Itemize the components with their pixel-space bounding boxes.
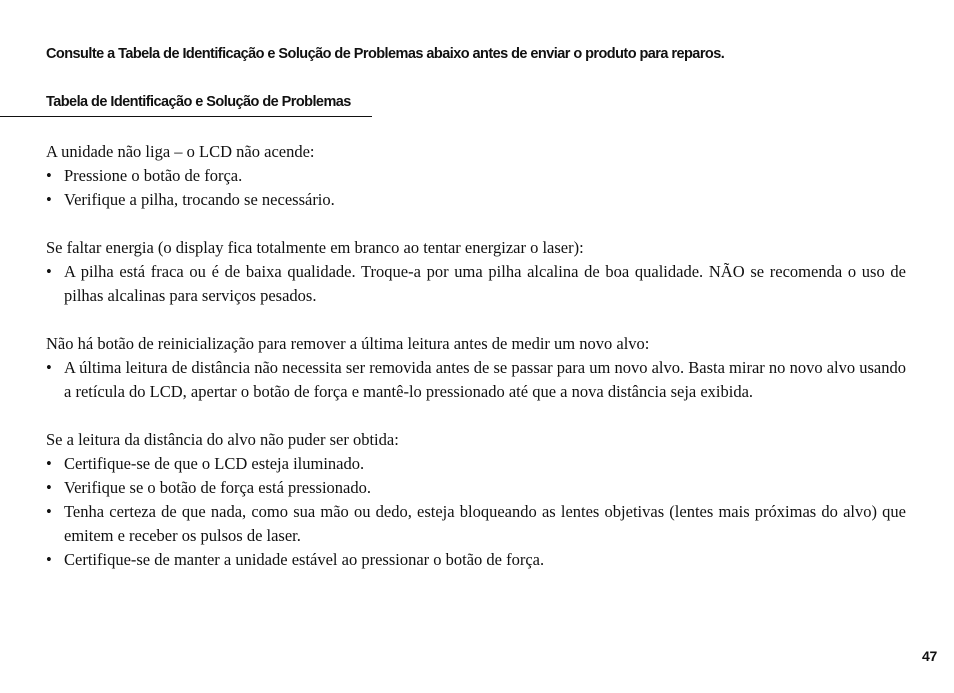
list-item [46,452,906,476]
list-item-text: Certifique-se de que o LCD esteja iluminado. [64,454,365,473]
section-title: Se a leitura da distância do alvo não puder ser obtida: [46,430,399,449]
section-unit-wont-power-on [46,140,906,212]
list-item [46,164,906,188]
bullet-icon: • [46,358,52,377]
bullet-list [46,164,906,212]
bullet-list [46,356,906,404]
table-heading-rule [0,92,372,117]
list-item [46,548,906,572]
section-title: A unidade não liga – o LCD não acende: [46,142,315,161]
list-item [46,356,906,404]
list-item [46,500,906,548]
troubleshooting-content [46,140,906,596]
list-item-text: Verifique a pilha, trocando se necessário. [64,190,335,209]
list-item-text: Pressione o botão de força. [64,166,243,185]
bullet-icon: • [46,550,52,569]
table-heading: Tabela de Identificação e Solução de Problemas [46,94,351,110]
list-item-text: Certifique-se de manter a unidade estável ao pressionar o botão de força. [64,550,545,569]
bullet-icon: • [46,190,52,209]
section-power-loss [46,236,906,308]
list-item-text: A última leitura de distância não necessita ser removida antes de se passar para um novo alvo. Basta mirar no novo alvo usando a retícula do LCD, apertar o botão de força e mantê-lo pressionado até que a nova distância seja exibida. [64,358,906,401]
bullet-icon: • [46,166,52,185]
list-item-text: Verifique se o botão de força está pressionado. [64,478,371,497]
section-reading-not-obtained [46,428,906,572]
section-title: Não há botão de reinicialização para remover a última leitura antes de medir um novo alvo: [46,334,650,353]
section-title: Se faltar energia (o display fica totalmente em branco ao tentar energizar o laser): [46,238,584,257]
bullet-list [46,452,906,572]
list-item-text: Tenha certeza de que nada, como sua mão ou dedo, esteja bloqueando as lentes objetivas (lentes mais próximas do alvo) que emitem e receber os pulsos de laser. [64,502,906,545]
list-item [46,188,906,212]
section-no-reset-button [46,332,906,404]
list-item [46,260,906,308]
bullet-list [46,260,906,308]
bullet-icon: • [46,262,52,281]
list-item [46,476,906,500]
bullet-icon: • [46,478,52,497]
bullet-icon: • [46,454,52,473]
bullet-icon: • [46,502,52,521]
list-item-text: A pilha está fraca ou é de baixa qualidade. Troque-a por uma pilha alcalina de boa qualidade. NÃO se recomenda o uso de pilhas alcalinas para serviços pesados. [64,262,906,305]
page-number: 47 [922,648,937,664]
intro-instruction: Consulte a Tabela de Identificação e Solução de Problemas abaixo antes de enviar o produto para reparos. [46,46,725,62]
